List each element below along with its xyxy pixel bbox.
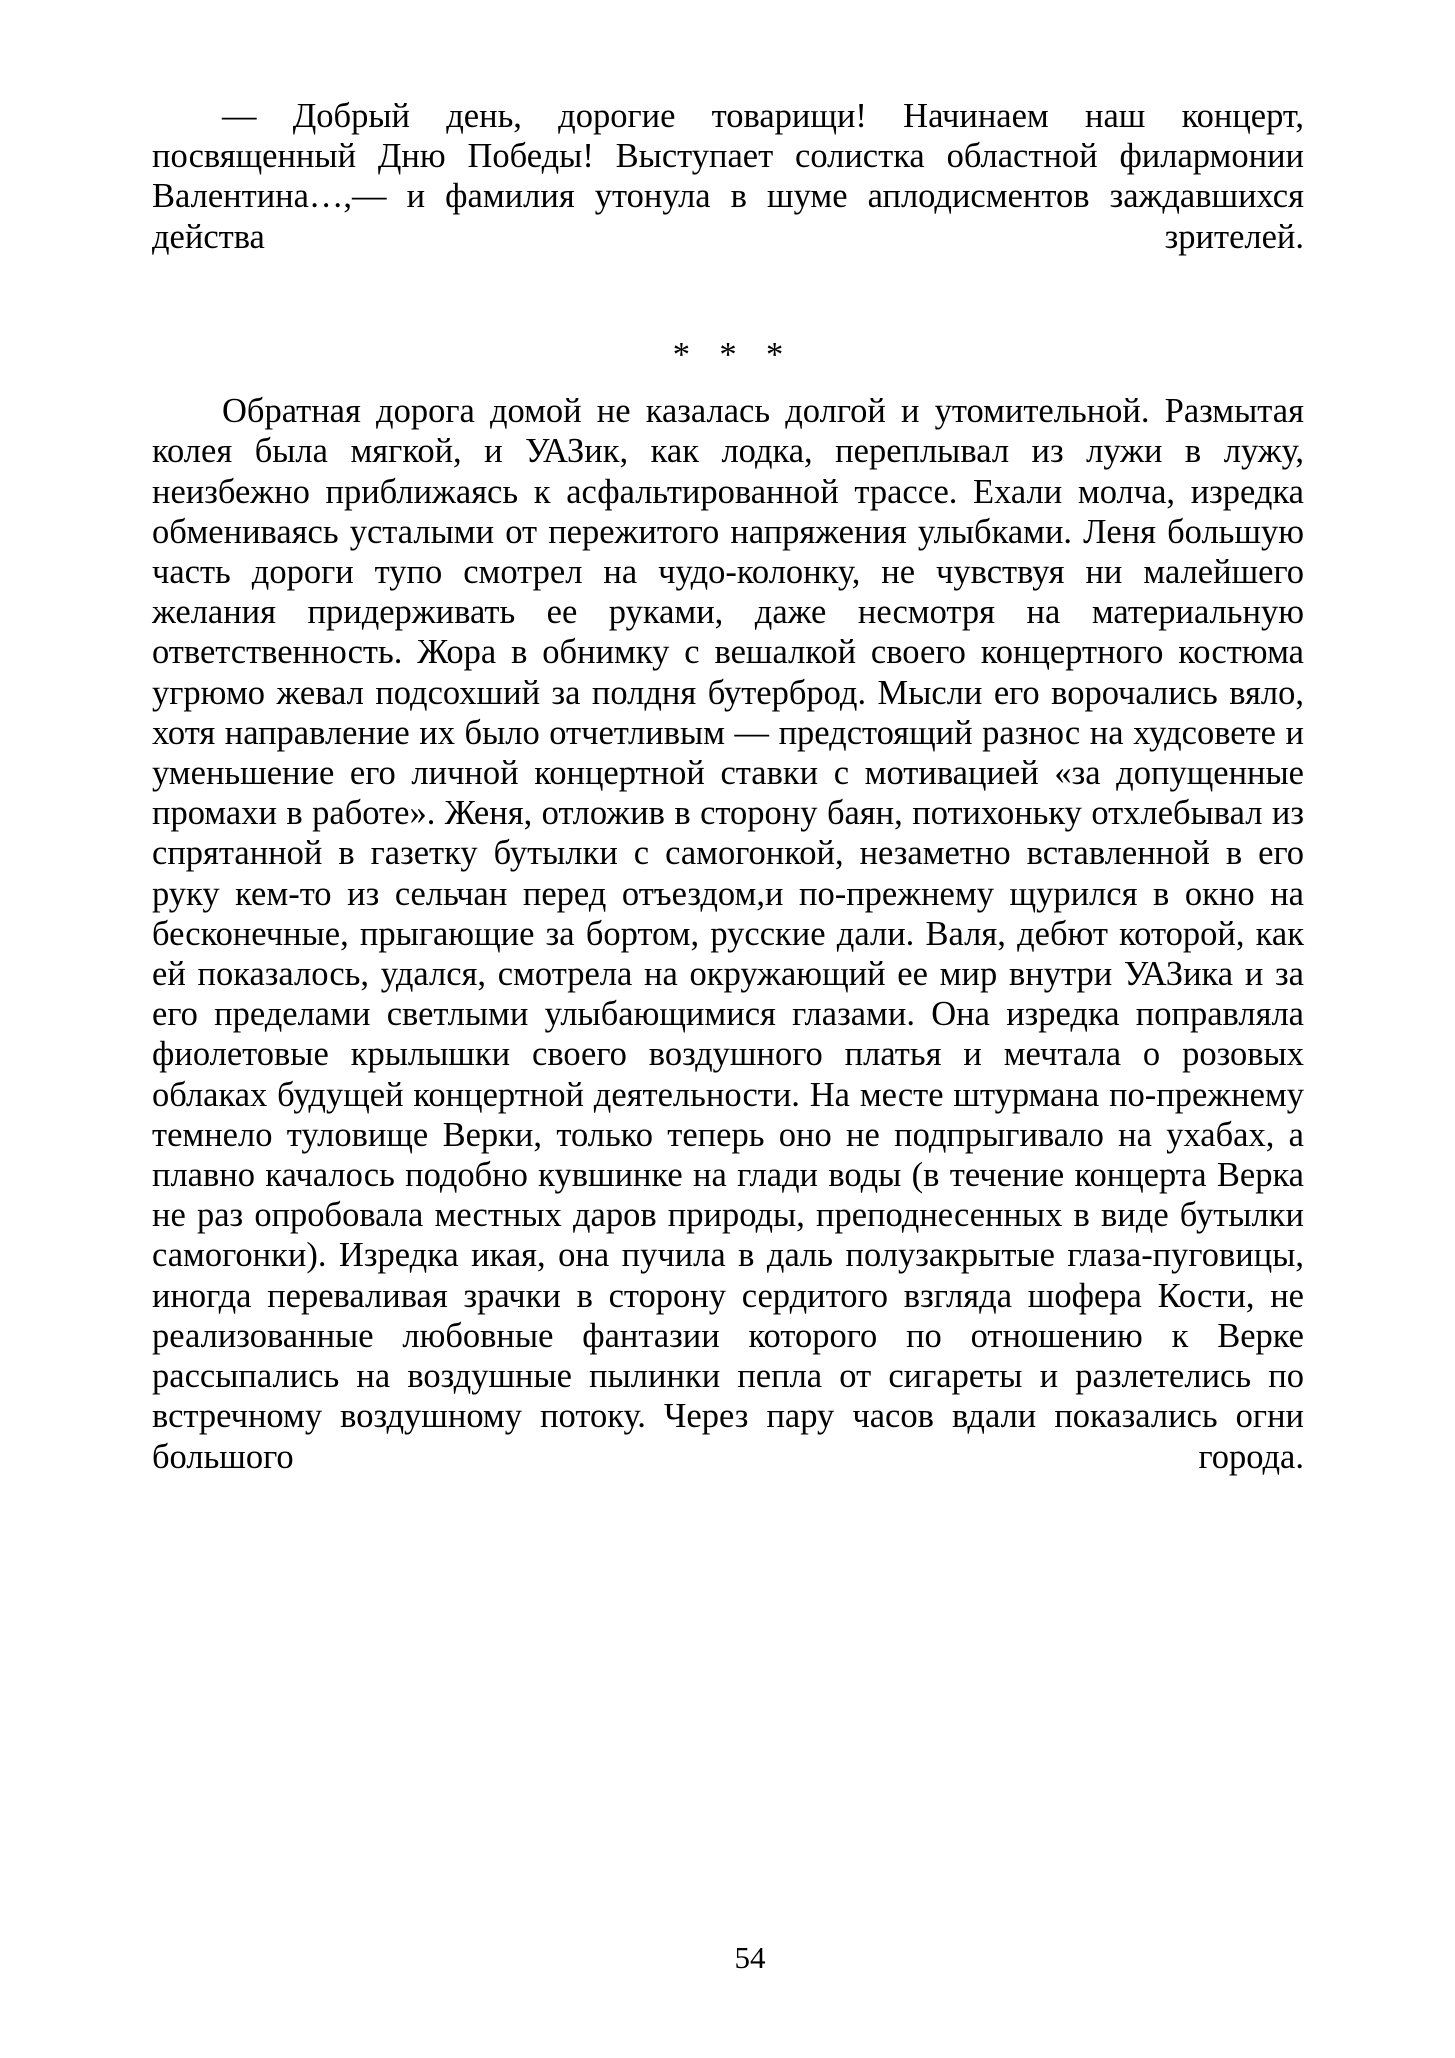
page-content: [152, 96, 1304, 1517]
section-separator-asterisks: * * *: [672, 336, 794, 375]
paragraph-intro: — Добрый день, дорогие товарищи! Начинаем наш концерт, посвященный Дню Победы! Выступает солистка областной филармонии Валентина…,— и фамилия утонула в шуме аплодисментов заждавшихся действа зрителей.: [152, 97, 1304, 256]
paragraph-main: Обратная дорога домой не казалась долгой и утомительной. Размытая колея была мягкой, и УАЗик, как лодка, переплывал из лужи в лужу, неизбежно приближаясь к асфальтированной трассе. Ехали молча, изредка обмениваясь усталыми от пережитого напряжения улыбками. Леня большую часть дороги тупо смотрел на чудо-колонку, не чувствуя ни малейшего желания придерживать ее руками, даже несмотря на материальную ответственность. Жора в обнимку с вешалкой своего концертного костюма угрюмо жевал подсохший за полдня бутерброд. Мысли его ворочались вяло, хотя направление их было отчетливым — предстоящий разнос на худсовете и уменьшение его личной концертной ставки с мотивацией «за допущенные промахи в работе». Женя, отложив в сторону баян, потихоньку отхлебывал из спрятанной в газетку бутылки с самогонкой, незаметно вставленной в его руку кем-то из сельчан перед отъездом,и по-прежнему щурился в окно на бесконечные, прыгающие за бортом, русские дали. Валя, дебют которой, как ей показалось, удался, смотрела на окружающий ее мир внутри УАЗика и за его пределами светлыми улыбающимися глазами. Она изредка поправляла фиолетовые крылышки своего воздушного платья и мечтала о розовых облаках будущей концертной деятельности. На месте штурмана по-прежнему темнело туловище Верки, только теперь оно не подпрыгивало на ухабах, а плавно качалось подобно кувшинке на глади воды (в течение концерта Верка не раз опробовала местных даров природы, преподнесенных в виде бутылки самогонки). Изредка икая, она пучила в даль полузакрытые глаза-пуговицы, иногда переваливая зрачки в сторону сердитого взгляда шофера Кости, не реализованные любовные фантазии которого по отношению к Верке рассыпались на воздушные пылинки пепла от сигареты и разлетелись по встречному воздушному потоку. Через пару часов вдали показались огни большого города.: [152, 392, 1304, 1476]
page-number: 54: [734, 1940, 766, 1975]
